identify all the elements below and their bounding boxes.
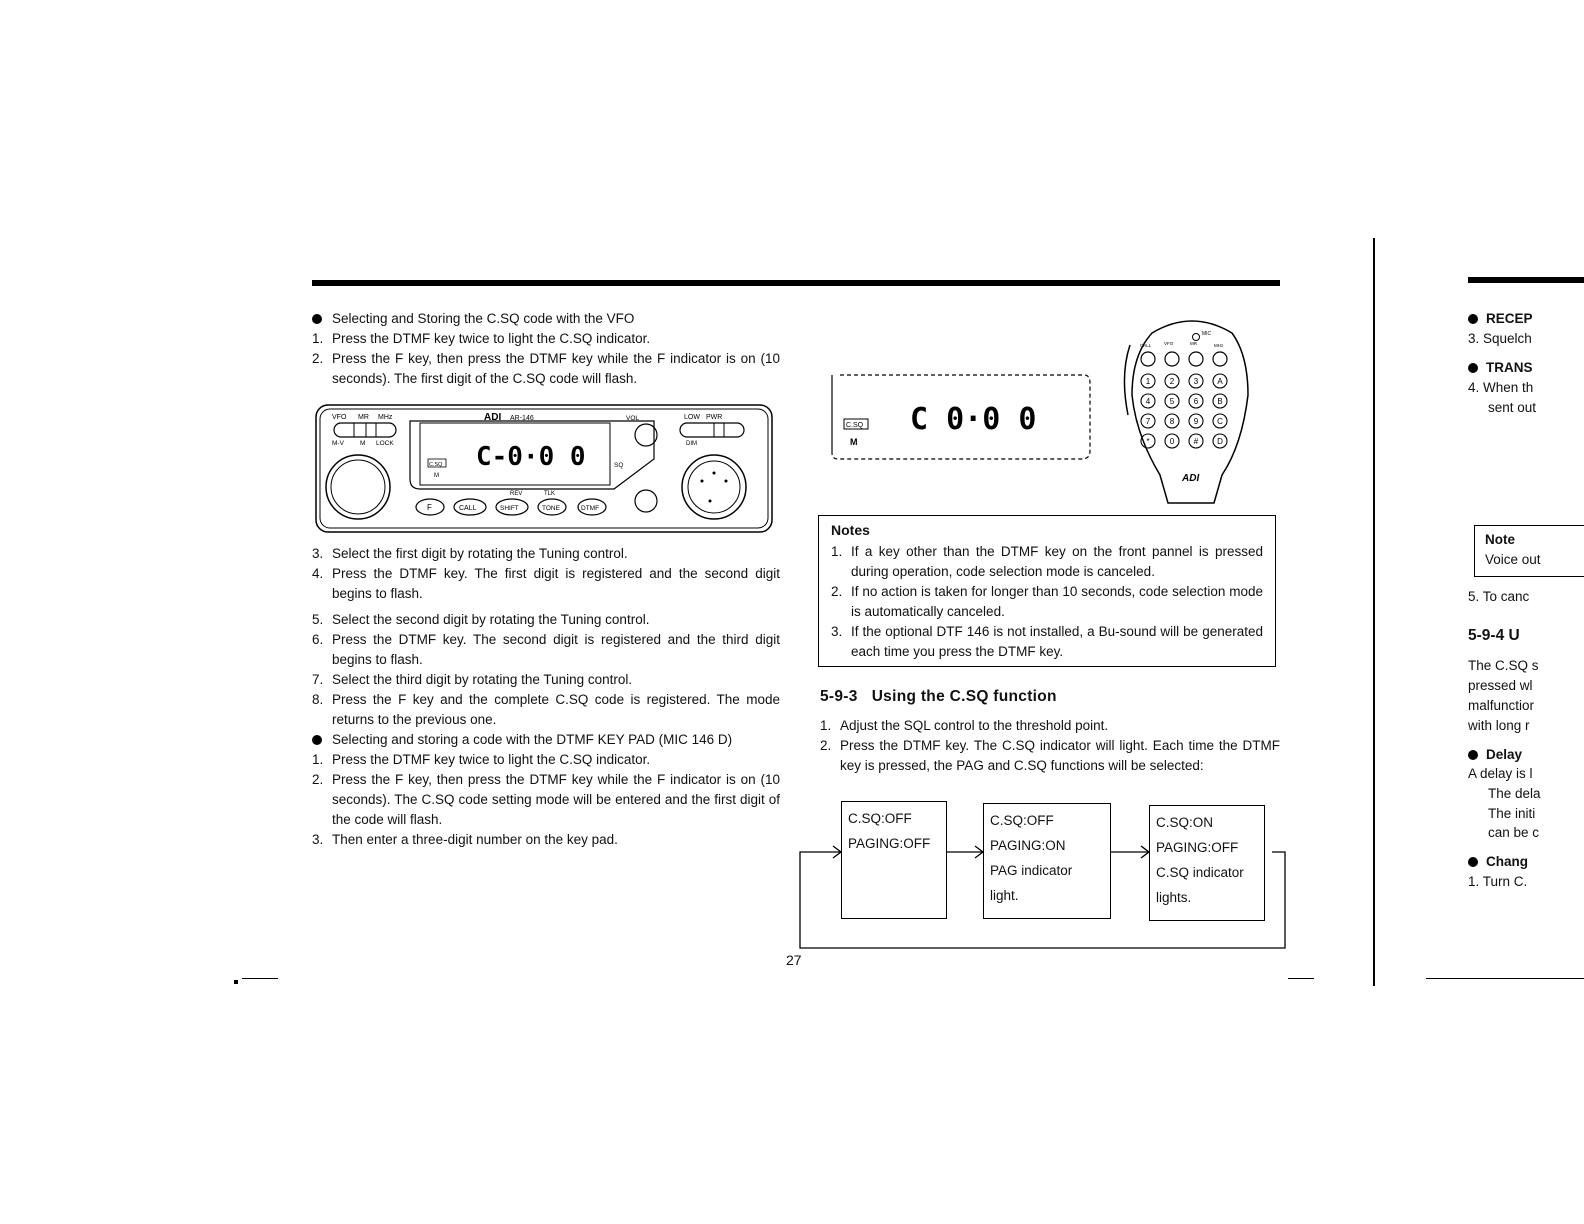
list-item: 1. Press the DTMF key twice to light the C.SQ indicator. (312, 752, 651, 767)
corner-line-left (242, 978, 278, 979)
list-item: 7. Select the third digit by rotating the Tuning control. (312, 672, 633, 687)
mode-switch (334, 423, 396, 437)
bullet-icon (1468, 854, 1486, 869)
list-item: 1. Press the DTMF key twice to light the C.SQ indicator. (312, 331, 651, 346)
list-item: 1. Adjust the SQL control to the threshold point. (820, 718, 1109, 733)
svg-text:TLK: TLK (544, 491, 556, 497)
note-item: 2. If no action is taken for longer than 10 seconds, code selection mode is automatically canceled. (831, 584, 1263, 619)
list-item: 3. Select the first digit by rotating the Tuning control. (312, 546, 628, 561)
mic-key-label: C (1217, 417, 1223, 426)
mic-key-label: 5 (1169, 397, 1175, 406)
microphone-keypad-illustration (1122, 315, 1264, 511)
svg-text:M: M (360, 440, 366, 447)
left-instructions-bottom (312, 544, 780, 850)
flow-state-1: C.SQ:OFF PAGING:OFF (841, 801, 947, 919)
mic-key-label: A (1217, 377, 1223, 386)
mic-top-keys (1140, 341, 1227, 366)
top-rule (312, 280, 1280, 286)
list-item: 8. Press the F key and the complete C.SQ code is registered. The mode returns to the previous one. (312, 692, 780, 727)
svg-text:AR-146: AR-146 (510, 415, 534, 422)
left-instructions-top (312, 309, 780, 389)
bullet-icon (1468, 360, 1486, 375)
svg-text:LOW: LOW (684, 414, 700, 421)
note-item: 3. If the optional DTF 146 is not installed, a Bu-sound will be generated each time you press the DTMF key. (831, 624, 1263, 659)
mic-key-label: * (1146, 437, 1150, 446)
mic-key-label: 4 (1145, 397, 1151, 406)
mic-key-label: 7 (1145, 417, 1151, 426)
svg-text:REV: REV (510, 491, 523, 497)
svg-text:C.SQ: C.SQ (429, 462, 443, 468)
svg-text:MR: MR (1190, 341, 1197, 346)
svg-text:F: F (427, 503, 432, 512)
list-item: 6. Press the DTMF key. The second digit is registered and the third digit begins to flash. (312, 632, 780, 667)
list-item: 5. Select the second digit by rotating the Tuning control. (312, 612, 650, 627)
svg-text:MHz: MHz (1214, 343, 1224, 348)
corner-mark (234, 980, 238, 984)
right-note-box: Note Voice out (1474, 525, 1584, 577)
right-section-heading: 5-9-4 U (1468, 627, 1520, 644)
svg-text:DIM: DIM (686, 441, 697, 447)
mic-key-label: D (1217, 437, 1223, 446)
list-item: 2. Press the F key, then press the DTMF key while the F indicator is on (10 seconds). The C.SQ code setting mode will be entered and the first digit of the code will flash. (312, 772, 780, 827)
mic-key-label: 6 (1193, 397, 1199, 406)
svg-text:C.SQ: C.SQ (846, 422, 864, 429)
svg-text:PWR: PWR (706, 414, 723, 421)
page-number: 27 (786, 952, 802, 968)
list-item: Selecting and storing a code with the DTMF KEY PAD (MIC 146 D) (312, 730, 780, 750)
svg-text:MR: MR (358, 414, 369, 421)
right-heading-1: RECEP (1468, 309, 1533, 329)
bullet-icon (1468, 747, 1486, 762)
svg-text:SQ: SQ (614, 462, 624, 469)
right-heading-3: Delay (1468, 745, 1522, 765)
mic-key-label: 8 (1169, 417, 1175, 426)
power-switch (680, 423, 744, 437)
radio-display-readout: C-0·0 0 (476, 442, 586, 472)
svg-text:DTMF: DTMF (581, 505, 600, 512)
mic-key-label: 2 (1169, 377, 1175, 386)
svg-text:ADI: ADI (484, 412, 502, 423)
svg-text:ADI: ADI (1182, 473, 1200, 484)
svg-text:TONE: TONE (542, 505, 560, 512)
squelch-button (635, 490, 657, 512)
flow-state-2: C.SQ:OFF PAGING:ON PAG indicator light. (983, 803, 1111, 919)
radio-front-panel-illustration (314, 403, 774, 534)
notes-box (818, 515, 1276, 667)
tuning-knob (682, 455, 746, 519)
volume-knob (326, 455, 390, 519)
mic-key-label: # (1193, 437, 1199, 446)
svg-text:VFO: VFO (1164, 341, 1174, 346)
bullet-icon (312, 730, 332, 750)
svg-text:LOCK: LOCK (376, 440, 394, 447)
mic-key-label: 0 (1169, 437, 1175, 446)
flow-state-3: C.SQ:ON PAGING:OFF C.SQ indicator lights. (1149, 805, 1265, 921)
list-item: 2. Press the F key, then press the DTMF key while the F indicator is on (10 seconds). The first digit of the C.SQ code will flash. (312, 351, 780, 386)
svg-text:M: M (434, 473, 439, 479)
section-instructions (820, 716, 1280, 776)
notes-title: Notes (831, 522, 870, 538)
flow-arrows (796, 840, 1292, 952)
list-item: 4. Press the DTMF key. The first digit is registered and the second digit begins to flash. (312, 566, 780, 601)
list-item: 2. Press the DTMF key. The C.SQ indicator will light. Each time the DTMF key is pressed, the PAG and C.SQ functions will be selected: (820, 738, 1280, 773)
page-divider (1373, 238, 1375, 986)
svg-text:SHIFT: SHIFT (500, 505, 519, 512)
section-heading: 5-9-3 Using the C.SQ function (820, 688, 1057, 705)
svg-text:MHz: MHz (378, 414, 393, 421)
mic-key-label: 3 (1193, 377, 1199, 386)
svg-text:CALL: CALL (1140, 343, 1152, 348)
svg-text:M-V: M-V (332, 440, 344, 447)
svg-text:MIC: MIC (1202, 331, 1212, 337)
mic-key-label: 9 (1193, 417, 1199, 426)
lcd-display-illustration (830, 373, 1092, 461)
svg-text:M: M (850, 437, 858, 447)
mic-keypad (1141, 374, 1227, 448)
svg-text:CALL: CALL (459, 505, 477, 512)
svg-text:VFO: VFO (332, 414, 347, 421)
lcd-readout: C 0·0 0 (910, 402, 1037, 437)
mic-key-label: 1 (1145, 377, 1151, 386)
note-item: 1. If a key other than the DTMF key on the front pannel is pressed during operation, code selection mode is canceled. (831, 544, 1263, 579)
list-item: Selecting and Storing the C.SQ code with the VFO (312, 309, 780, 329)
bullet-icon (312, 309, 332, 329)
right-page-fragment: RECEP 3. Squelch TRANS 4. When th sent out Note Voice out 5. To canc 5-9-4 U The C.SQ s pressed wl malfunctior with long r Delay A delay is l The dela The initi can be c Chang 1. Turn C. (1468, 0, 1584, 1224)
corner-line-mid (1288, 978, 1314, 979)
svg-text:VOL: VOL (626, 415, 640, 422)
right-heading-4: Chang (1468, 852, 1528, 872)
mic-key-label: B (1217, 397, 1223, 406)
right-top-rule (1468, 277, 1584, 283)
right-heading-2: TRANS (1468, 358, 1533, 378)
list-item: 3. Then enter a three-digit number on the key pad. (312, 832, 618, 847)
bullet-icon (1468, 311, 1486, 326)
